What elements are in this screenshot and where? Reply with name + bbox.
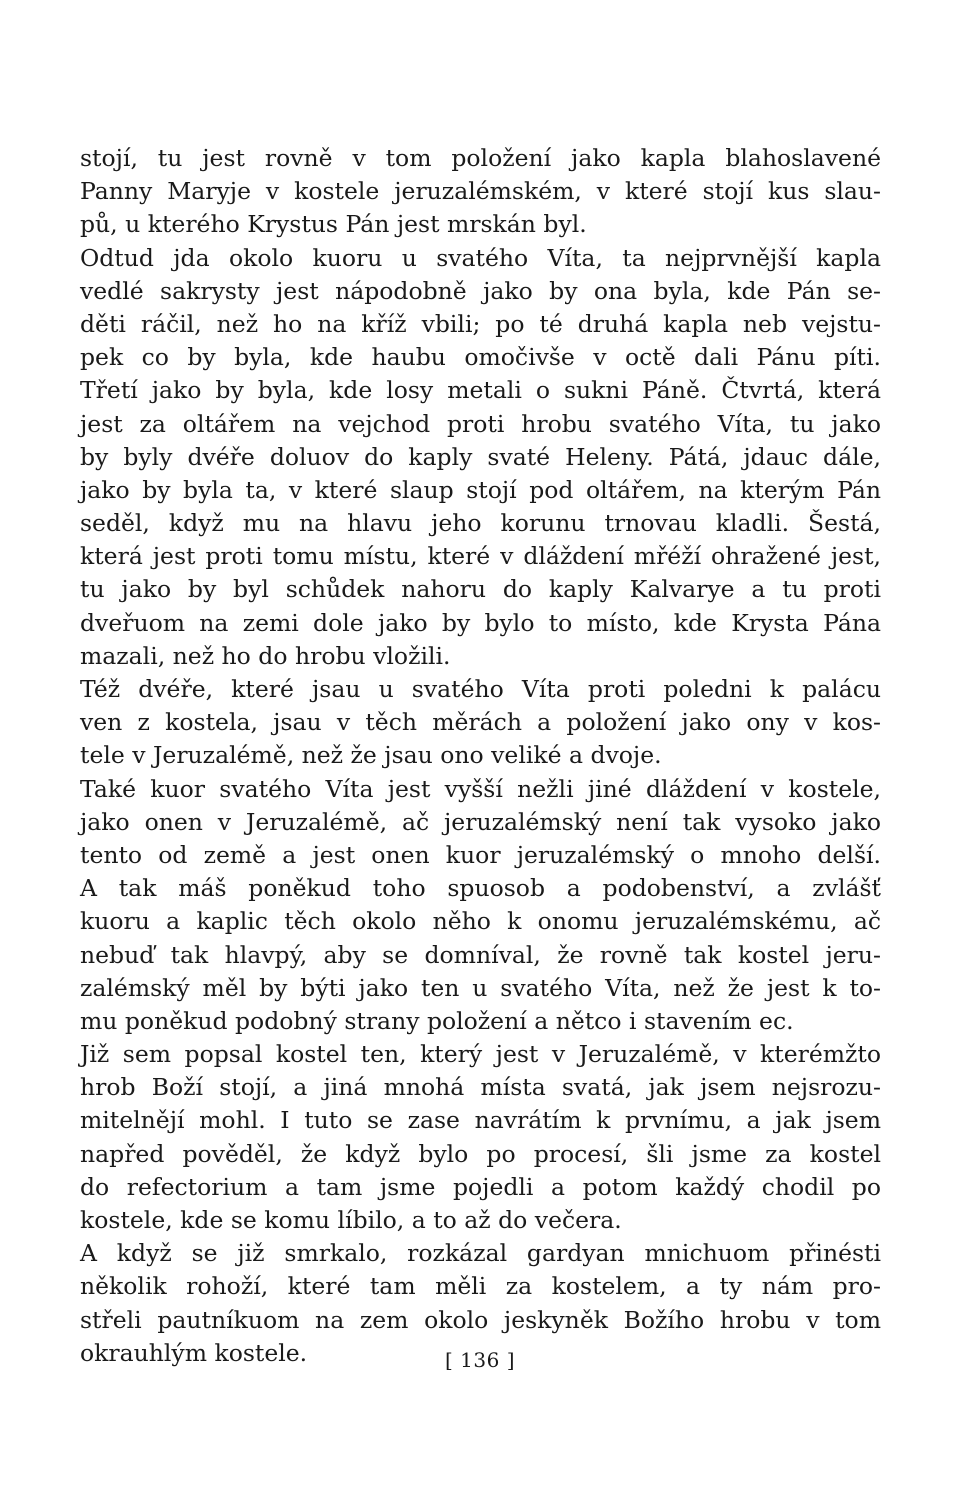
text-line: tu jako by byl schůdek nahoru do kaply Kalvarye a tu proti (80, 575, 881, 604)
text-line: okrauhlým kostele. (80, 1338, 308, 1367)
text-line: kostele, kde se komu líbilo, a to až do večera. (80, 1206, 622, 1234)
text-line: tento od země a jest onen kuor jeruzalémský o mnoho delší. (80, 840, 881, 869)
text-line: hrob Boží stojí, a jiná mnohá místa svatá, jak jsem nejsrozu- (80, 1073, 881, 1102)
text-line: střeli pautníkuom na zem okolo jeskyněk Božího hrobu v tom (80, 1305, 881, 1334)
text-line: děti ráčil, než ho na kříž vbili; po té druhá kapla neb vejstu- (80, 309, 881, 338)
text-line: mazali, než ho do hrobu vložili. (80, 641, 451, 670)
text-line: tele v Jeruzalémě, než že jsau ono veliké a dvoje. (80, 741, 662, 770)
text-line: kuoru a kaplic těch okolo něho k onomu jeruzalémskému, ač (80, 907, 881, 936)
text-line: která jest proti tomu místu, které v dláždení mřéží ohražené jest, (80, 542, 881, 571)
text-line: pů, u kterého Krystus Pán jest mrskán byl. (80, 210, 587, 239)
text-line: zalémský měl by býti jako ten u svatého Víta, než že jest k to- (80, 973, 881, 1002)
paragraph (80, 773, 881, 1039)
text-line: napřed pověděl, že když bylo po procesí, šli jsme za kostel (80, 1139, 881, 1168)
text-line: seděl, když mu na hlavu jeho korunu trnovau kladli. Šestá, (80, 509, 881, 538)
text-line: A když se již smrkalo, rozkázal gardyan mnichuom přinésti (80, 1239, 881, 1268)
text-line: Již sem popsal kostel ten, který jest v Jeruzalémě, v kterémžto (80, 1040, 881, 1069)
text-line: vedlé sakrysty jest nápodobně jako by ona byla, kde Pán se- (80, 276, 881, 305)
text-line: ven z kostela, jsau v těch měrách a položení jako ony v kos- (80, 708, 881, 737)
paragraph (80, 142, 881, 242)
paragraph (80, 242, 881, 673)
text-line: dveřuom na zemi dole jako by bylo to místo, kde Krysta Pána (80, 608, 881, 637)
text-line: několik rohoží, které tam měli za kostelem, a ty nám pro- (80, 1272, 881, 1301)
text-line: jako by byla ta, v které slaup stojí pod oltářem, na kterým Pán (80, 475, 881, 504)
text-line: by byly dvéře doluov do kaply svaté Heleny. Pátá, jdauc dále, (80, 442, 881, 471)
text-line: jako onen v Jeruzalémě, ač jeruzalémský není tak vysoko jako (80, 807, 881, 836)
text-line: jest za oltářem na vejchod proti hrobu svatého Víta, tu jako (80, 409, 881, 438)
text-line: Také kuor svatého Víta jest vyšší nežli jiné dláždení v kostele, (80, 774, 881, 803)
text-line: Odtud jda okolo kuoru u svatého Víta, ta nejprvnější kapla (80, 243, 881, 272)
text-line: stojí, tu jest rovně v tom položení jako kapla blahoslavené (80, 144, 881, 172)
text-line: do refectorium a tam jsme pojedli a potom každý chodil po (80, 1172, 881, 1201)
text-line: Panny Maryje v kostele jeruzalémském, v které stojí kus slau- (80, 177, 881, 206)
paragraph (80, 673, 881, 773)
text-line: nebuď tak hlavpý, aby se domníval, že rovně tak kostel jeru- (80, 940, 881, 969)
text-line: Též dvéře, které jsau u svatého Víta proti poledni k palácu (80, 675, 881, 703)
page-body (80, 142, 881, 1370)
paragraph (80, 1038, 881, 1237)
text-line: A tak máš poněkud toho spuosob a podobenství, a zvlášť (80, 874, 881, 903)
text-line: pek co by byla, kde haubu omočivše v octě dali Pánu píti. (80, 343, 881, 372)
text-line: Třetí jako by byla, kde losy metali o sukni Páně. Čtvrtá, která (80, 376, 881, 405)
text-line: mu poněkud podobný strany položení a nětco i stavením ec. (80, 1006, 794, 1035)
page-number: [ 136 ] (445, 1348, 515, 1372)
text-line: mitelnějí mohl. I tuto se zase navrátím k prvnímu, a jak jsem (80, 1106, 881, 1135)
